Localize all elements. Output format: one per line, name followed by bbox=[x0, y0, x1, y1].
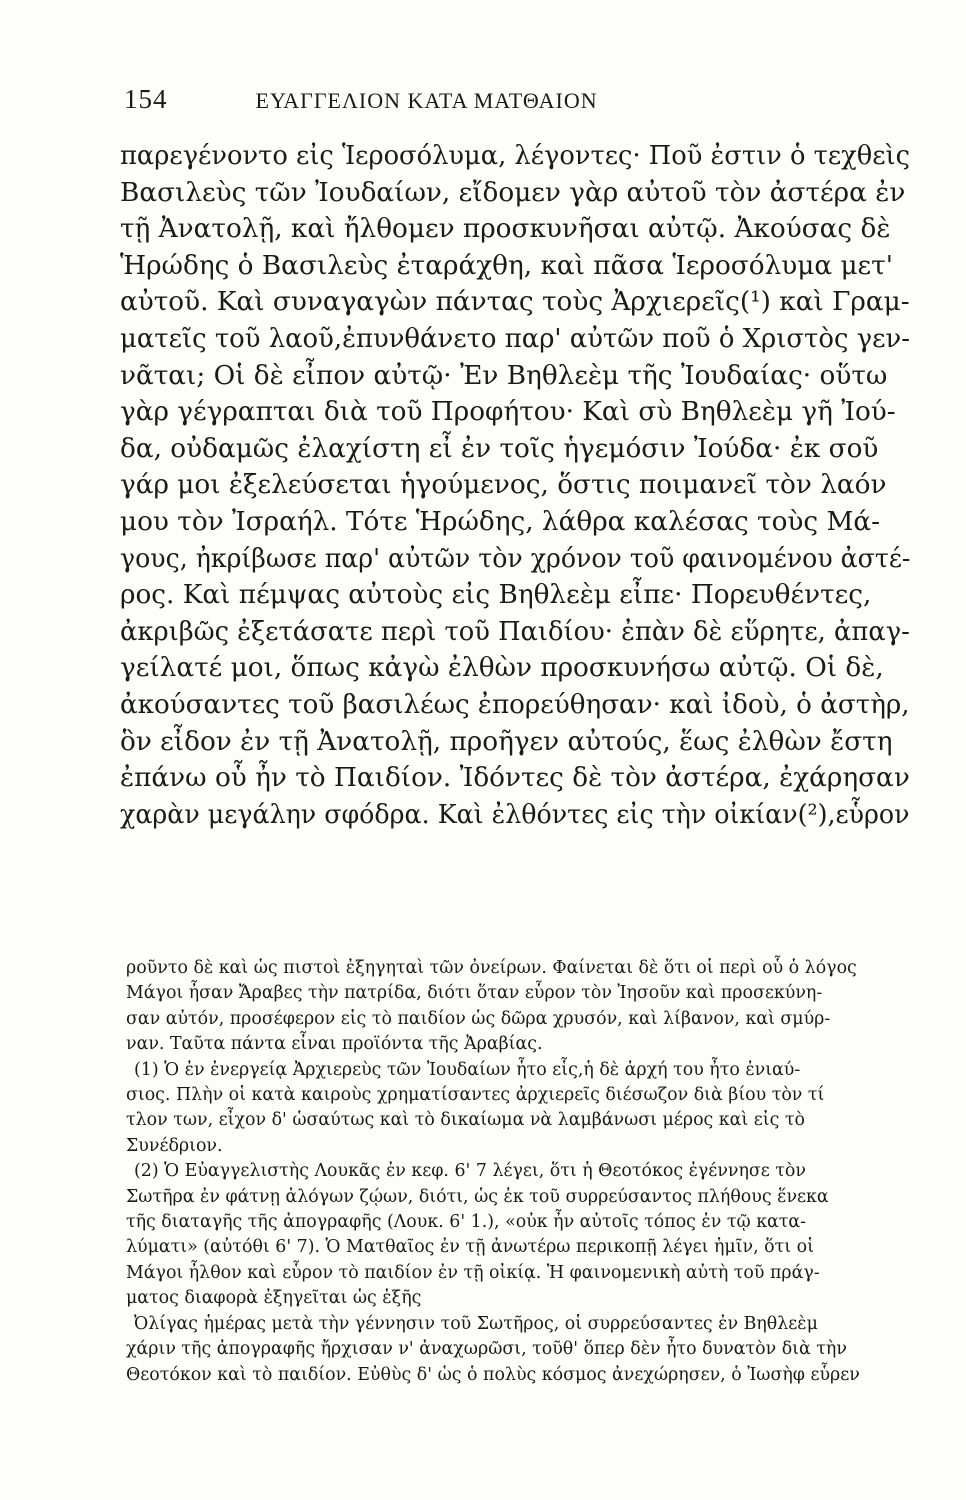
text-line: γάρ μοι ἐξελεύσεται ἡγούμενος, ὅστις ποιμανεῖ τὸν λαόν bbox=[120, 470, 887, 501]
footnote-line: Συνέδριον. bbox=[126, 1135, 223, 1156]
text-line: ἐπάνω οὗ ἦν τὸ Παιδίον. Ἰδόντες δὲ τὸν ἀστέρα, ἐχάρησαν bbox=[120, 763, 910, 794]
text-line: χαρὰν μεγάλην σφόδρα. Καὶ ἐλθόντες εἰς τὴν οἰκίαν(²),εὗρον bbox=[120, 799, 910, 830]
text-line: ὃν εἶδον ἐν τῇ Ἀνατολῇ, προῆγεν αὐτούς, ἕως ἐλθὼν ἔστη bbox=[120, 726, 893, 757]
footnote-line: (2) Ὁ Εὐαγγελιστὴς Λουκᾶς ἐν κεφ. 6' 7 λέγει, ὅτι ἡ Θεοτόκος ἐγέννησε τὸν bbox=[134, 1161, 806, 1182]
footnote-line: ναν. Ταῦτα πάντα εἶναι προϊόντα τῆς Ἀραβίας. bbox=[126, 1034, 543, 1055]
text-line: γὰρ γέγραπται διὰ τοῦ Προφήτου· Καὶ σὺ Βηθλεὲμ γῆ Ἰού- bbox=[120, 397, 896, 428]
footnote-line: σιος. Πλὴν οἱ κατὰ καιροὺς χρηματίσαντες ἀρχιερεῖς διέσωζον διὰ βίου τὸν τί bbox=[126, 1085, 825, 1106]
text-line: Ἡρώδης ὁ Βασιλεὺς ἐταράχθη, καὶ πᾶσα Ἱεροσόλυμα μετ' bbox=[120, 250, 893, 281]
text-line: γείλατέ μοι, ὅπως κἀγὼ ἐλθὼν προσκυνήσω αὐτῷ. Οἱ δὲ, bbox=[120, 653, 884, 684]
footnote-line: (1) Ὁ ἐν ἐνεργείᾳ Ἀρχιερεὺς τῶν Ἰουδαίων ἦτο εἷς,ἡ δὲ ἀρχή του ἦτο ἐνιαύ- bbox=[134, 1059, 801, 1080]
text-line: αὐτοῦ. Καὶ συναγαγὼν πάντας τοὺς Ἀρχιερεῖς(¹) καὶ Γραμ- bbox=[120, 287, 910, 318]
text-line: ἀκριβῶς ἐξετάσατε περὶ τοῦ Παιδίου· ἐπὰν δὲ εὕρητε, ἀπαγ- bbox=[120, 616, 910, 647]
footnote-line: ροῦντο δὲ καὶ ὡς πιστοὶ ἐξηγηταὶ τῶν ὀνείρων. Φαίνεται δὲ ὅτι οἱ περὶ οὗ ὁ λόγος bbox=[126, 958, 857, 978]
text-line: γους, ἠκρίβωσε παρ' αὐτῶν τὸν χρόνον τοῦ φαινομένου ἀστέ- bbox=[120, 543, 911, 574]
text-line: μου τὸν Ἰσραήλ. Τότε Ἡρώδης, λάθρα καλέσας τοὺς Μά- bbox=[120, 506, 881, 537]
footnote-line: Μάγοι ἦλθον καὶ εὗρον τὸ παιδίον ἐν τῇ οἰκίᾳ. Ἡ φαινομενικὴ αὐτὴ τοῦ πράγ- bbox=[126, 1262, 820, 1283]
page-number: 154 bbox=[124, 84, 168, 114]
page-header bbox=[124, 84, 840, 124]
footnote-line: Μάγοι ἦσαν Ἄραβες τὴν πατρίδα, διότι ὅταν εὗρον τὸν Ἰησοῦν καὶ προσεκύνη- bbox=[126, 983, 823, 1004]
footnote-line: λύματι» (αὐτόθι 6' 7). Ὁ Ματθαῖος ἐν τῇ ἀνωτέρω περικοπῇ λέγει ἡμῖν, ὅτι οἱ bbox=[126, 1237, 814, 1258]
footnote-line: Θεοτόκον καὶ τὸ παιδίον. Εὐθὺς δ' ὡς ὁ πολὺς κόσμος ἀνεχώρησεν, ὁ Ἰωσὴφ εὗρεν bbox=[126, 1364, 860, 1385]
running-title: ΕΥΑΓΓΕΛΙΟΝ ΚΑΤΑ ΜΑΤΘΑΙΟΝ bbox=[255, 88, 598, 113]
text-line: ματεῖς τοῦ λαοῦ,ἐπυνθάνετο παρ' αὐτῶν ποῦ ὁ Χριστὸς γεν- bbox=[120, 323, 910, 354]
footnotes bbox=[126, 956, 912, 1388]
footnote-line: χάριν τῆς ἀπογραφῆς ἤρχισαν ν' ἀναχωρῶσι, τοῦθ' ὅπερ δὲν ἦτο δυνατὸν διὰ τὴν bbox=[126, 1339, 847, 1360]
text-line: τῇ Ἀνατολῇ, καὶ ἤλθομεν προσκυνῆσαι αὐτῷ. Ἀκούσας δὲ bbox=[120, 214, 891, 245]
text-line: ἀκούσαντες τοῦ βασιλέως ἐπορεύθησαν· καὶ ἰδοὺ, ὁ ἀστὴρ, bbox=[120, 689, 910, 720]
main-text bbox=[120, 138, 910, 833]
footnote-line: σαν αὐτόν, προσέφερον εἰς τὸ παιδίον ὡς δῶρα χρυσόν, καὶ λίβανον, καὶ σμύρ- bbox=[126, 1008, 831, 1029]
text-line: νᾶται; Οἱ δὲ εἶπον αὐτῷ· Ἐν Βηθλεὲμ τῆς Ἰουδαίας· οὕτω bbox=[120, 360, 888, 391]
text-line: δα, οὐδαμῶς ἐλαχίστη εἶ ἐν τοῖς ἡγεμόσιν Ἰούδα· ἐκ σοῦ bbox=[120, 433, 879, 464]
footnote-line: Ὀλίγας ἡμέρας μετὰ τὴν γέννησιν τοῦ Σωτῆρος, οἱ συρρεύσαντες ἐν Βηθλεὲμ bbox=[134, 1313, 818, 1334]
text-line: ρος. Καὶ πέμψας αὐτοὺς εἰς Βηθλεὲμ εἶπε· Πορευθέντες, bbox=[120, 580, 872, 611]
text-line: Βασιλεὺς τῶν Ἰουδαίων, εἴδομεν γὰρ αὐτοῦ τὸν ἀστέρα ἐν bbox=[120, 177, 906, 208]
footnote-line: ματος διαφορὰ ἐξηγεῖται ὡς ἑξῆς bbox=[126, 1288, 422, 1309]
footnote-line: τῆς διαταγῆς τῆς ἀπογραφῆς (Λουκ. 6' 1.), «οὐκ ἦν αὐτοῖς τόπος ἐν τῷ κατα- bbox=[126, 1212, 807, 1233]
footnote-line: Σωτῆρα ἐν φάτνῃ ἀλόγων ζῴων, διότι, ὡς ἐκ τοῦ συρρεύσαντος πλήθους ἕνεκα bbox=[126, 1186, 829, 1207]
footnote-line: τλον των, εἶχον δ' ὡσαύτως καὶ τὸ δικαίωμα νὰ λαμβάνωσι μέρος καὶ εἰς τὸ bbox=[126, 1110, 805, 1131]
text-line: παρεγένοντο εἰς Ἱεροσόλυμα, λέγοντες· Ποῦ ἐστιν ὁ τεχθεὶς bbox=[120, 141, 911, 171]
